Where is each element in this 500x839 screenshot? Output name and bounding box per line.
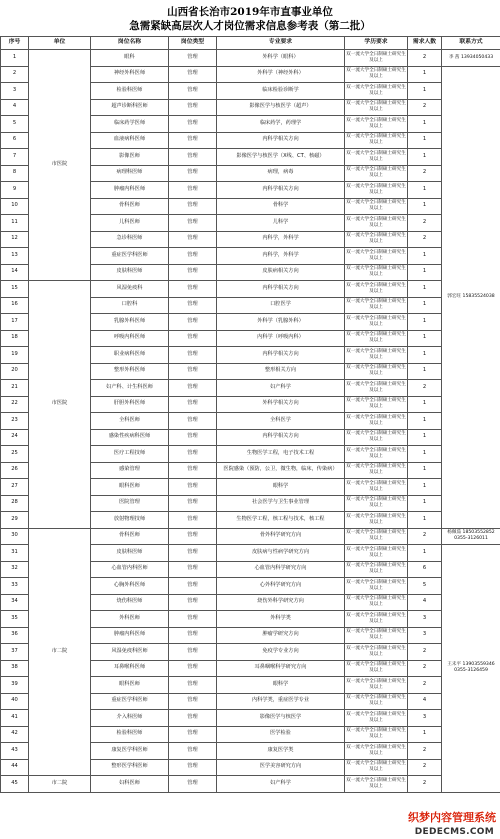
major-requirement: 妇产科学 [217,380,345,397]
header-cell: 岗位类型 [169,37,217,50]
education-requirement: 双一流大学全日制硕士研究生及以上 [345,495,408,512]
post-name: 眼科 [91,50,169,67]
major-requirement: 皮肤病相关方向 [217,264,345,281]
post-name: 感染管理 [91,462,169,479]
major-requirement: 医学检验 [217,726,345,743]
headcount: 2 [408,644,442,661]
row-number: 10 [1,198,29,215]
headcount: 1 [408,297,442,314]
row-number: 18 [1,330,29,347]
post-name: 皮肤科医师 [91,545,169,562]
headcount: 3 [408,611,442,628]
headcount: 1 [408,314,442,331]
row-number: 42 [1,726,29,743]
row-number: 12 [1,231,29,248]
education-requirement: 双一流大学全日制硕士研究生及以上 [345,99,408,116]
headcount: 1 [408,479,442,496]
headcount: 2 [408,776,442,793]
major-requirement: 医院感染（预防，公卫，微生物，临床，传染病） [217,462,345,479]
major-requirement: 烧伤外科学研究方向 [217,594,345,611]
header-cell: 联系方式 [442,37,500,50]
unit-cell: 市医院 [29,281,91,529]
post-name: 皮肤科医师 [91,264,169,281]
requirements-table-container [0,36,500,839]
post-type: 管理 [169,693,217,710]
major-requirement: 骨科学 [217,198,345,215]
education-requirement: 双一流大学全日制硕士研究生及以上 [345,776,408,793]
major-requirement: 影像医学与核医学（超声） [217,99,345,116]
post-name: 感染性疾病科医师 [91,429,169,446]
post-type: 管理 [169,231,217,248]
post-type: 管理 [169,561,217,578]
education-requirement: 双一流大学全日制硕士研究生及以上 [345,231,408,248]
row-number: 38 [1,660,29,677]
post-name: 医院管理 [91,495,169,512]
post-type: 管理 [169,66,217,83]
post-name: 眼科医师 [91,479,169,496]
post-type: 管理 [169,182,217,199]
major-requirement: 内科学类，重症医学专业 [217,693,345,710]
post-name: 康复医学科医师 [91,743,169,760]
post-type: 管理 [169,710,217,727]
post-type: 管理 [169,726,217,743]
header-cell: 岗位名称 [91,37,169,50]
headcount: 2 [408,231,442,248]
major-requirement: 内科学（呼吸内科） [217,330,345,347]
header-cell: 专业要求 [217,37,345,50]
headcount: 1 [408,281,442,298]
education-requirement: 双一流大学全日制硕士研究生及以上 [345,726,408,743]
headcount: 1 [408,429,442,446]
post-name: 呼吸内科医师 [91,330,169,347]
row-number: 2 [1,66,29,83]
post-type: 管理 [169,759,217,776]
education-requirement: 双一流大学全日制硕士研究生及以上 [345,512,408,529]
major-requirement: 内科学相关方向 [217,429,345,446]
post-type: 管理 [169,83,217,100]
table-row [1,281,500,298]
major-requirement: 外科学（神经外科） [217,66,345,83]
post-type: 管理 [169,528,217,545]
row-number: 29 [1,512,29,529]
major-requirement: 生物医学工程，核工程与技术，核工程 [217,512,345,529]
post-type: 管理 [169,215,217,232]
education-requirement: 双一流大学全日制硕士研究生及以上 [345,710,408,727]
major-requirement: 骨外科学研究方向 [217,528,345,545]
education-requirement: 双一流大学全日制硕士研究生及以上 [345,759,408,776]
headcount: 3 [408,627,442,644]
education-requirement: 双一流大学全日制硕士研究生及以上 [345,363,408,380]
post-type: 管理 [169,462,217,479]
row-number: 26 [1,462,29,479]
row-number: 35 [1,611,29,628]
headcount: 2 [408,677,442,694]
education-requirement: 双一流大学全日制硕士研究生及以上 [345,627,408,644]
major-requirement: 眼科学 [217,479,345,496]
row-number: 37 [1,644,29,661]
major-requirement: 儿科学 [217,215,345,232]
education-requirement: 双一流大学全日制硕士研究生及以上 [345,83,408,100]
document-subtitle: 急需紧缺高层次人才岗位需求信息参考表（第二批） [129,20,371,32]
education-requirement: 双一流大学全日制硕士研究生及以上 [345,330,408,347]
post-name: 职业病科医师 [91,347,169,364]
table-body [1,50,500,793]
education-requirement: 双一流大学全日制硕士研究生及以上 [345,743,408,760]
row-number: 41 [1,710,29,727]
row-number: 15 [1,281,29,298]
education-requirement: 双一流大学全日制硕士研究生及以上 [345,215,408,232]
headcount: 6 [408,561,442,578]
headcount: 1 [408,396,442,413]
headcount: 2 [408,380,442,397]
post-name: 血液病科医师 [91,132,169,149]
headcount: 1 [408,132,442,149]
post-type: 管理 [169,677,217,694]
major-requirement: 外科学（乳腺外科） [217,314,345,331]
post-type: 管理 [169,495,217,512]
post-type: 管理 [169,347,217,364]
header-cell: 单位 [29,37,91,50]
post-name: 外科医师 [91,611,169,628]
row-number: 5 [1,116,29,133]
post-type: 管理 [169,380,217,397]
post-name: 风湿免疫科医师 [91,644,169,661]
row-number: 22 [1,396,29,413]
education-requirement: 双一流大学全日制硕士研究生及以上 [345,479,408,496]
education-requirement: 双一流大学全日制硕士研究生及以上 [345,413,408,430]
education-requirement: 双一流大学全日制硕士研究生及以上 [345,182,408,199]
post-name: 妇科医师 [91,776,169,793]
unit-cell: 市二院 [29,776,91,793]
major-requirement: 内科学，外科学 [217,248,345,265]
major-requirement: 临床药学，药理学 [217,116,345,133]
education-requirement: 双一流大学全日制硕士研究生及以上 [345,561,408,578]
row-number: 1 [1,50,29,67]
row-number: 34 [1,594,29,611]
major-requirement: 外科学类 [217,611,345,628]
post-type: 管理 [169,248,217,265]
post-type: 管理 [169,611,217,628]
row-number: 7 [1,149,29,166]
headcount: 1 [408,66,442,83]
row-number: 19 [1,347,29,364]
post-name: 检验科医师 [91,83,169,100]
education-requirement: 双一流大学全日制硕士研究生及以上 [345,248,408,265]
post-name: 口腔科 [91,297,169,314]
post-type: 管理 [169,627,217,644]
post-type: 管理 [169,297,217,314]
header-cell: 学历要求 [345,37,408,50]
row-number: 45 [1,776,29,793]
headcount: 2 [408,99,442,116]
headcount: 2 [408,759,442,776]
requirements-table [0,36,500,793]
education-requirement: 双一流大学全日制硕士研究生及以上 [345,578,408,595]
post-name: 放射物理技师 [91,512,169,529]
post-type: 管理 [169,479,217,496]
headcount: 1 [408,330,442,347]
headcount: 1 [408,347,442,364]
post-name: 骨科医师 [91,528,169,545]
post-type: 管理 [169,413,217,430]
education-requirement: 双一流大学全日制硕士研究生及以上 [345,116,408,133]
major-requirement: 内科学相关方向 [217,182,345,199]
post-name: 耳鼻喉科医师 [91,660,169,677]
row-number: 11 [1,215,29,232]
headcount: 1 [408,413,442,430]
education-requirement: 双一流大学全日制硕士研究生及以上 [345,396,408,413]
education-requirement: 双一流大学全日制硕士研究生及以上 [345,528,408,545]
headcount: 2 [408,660,442,677]
header-cell: 需求人数 [408,37,442,50]
major-requirement: 社会医学与卫生事业管理 [217,495,345,512]
post-type: 管理 [169,545,217,562]
education-requirement: 双一流大学全日制硕士研究生及以上 [345,165,408,182]
education-requirement: 双一流大学全日制硕士研究生及以上 [345,66,408,83]
post-type: 管理 [169,660,217,677]
table-row [1,776,500,793]
post-name: 检验科医师 [91,726,169,743]
contact-info: 李 茜 13934050433 [442,50,500,67]
major-requirement: 外科学相关方向 [217,396,345,413]
post-name: 临床药学医师 [91,116,169,133]
contact-info: 郭宏旺 15835524038 [442,66,500,528]
post-name: 心血管内科医师 [91,561,169,578]
post-name: 整形外科医师 [91,363,169,380]
row-number: 44 [1,759,29,776]
education-requirement: 双一流大学全日制硕士研究生及以上 [345,50,408,67]
post-name: 儿科医师 [91,215,169,232]
post-name: 医疗工程技师 [91,446,169,463]
major-requirement: 医学美容研究方向 [217,759,345,776]
headcount: 1 [408,83,442,100]
education-requirement: 双一流大学全日制硕士研究生及以上 [345,545,408,562]
education-requirement: 双一流大学全日制硕士研究生及以上 [345,644,408,661]
row-number: 31 [1,545,29,562]
education-requirement: 双一流大学全日制硕士研究生及以上 [345,380,408,397]
headcount: 2 [408,528,442,545]
major-requirement: 全科医学 [217,413,345,430]
headcount: 1 [408,264,442,281]
major-requirement: 心血管内科学研究方向 [217,561,345,578]
post-name: 肿瘤内科医师 [91,182,169,199]
major-requirement: 心外科学研究方向 [217,578,345,595]
post-type: 管理 [169,396,217,413]
row-number: 32 [1,561,29,578]
row-number: 16 [1,297,29,314]
row-number: 24 [1,429,29,446]
education-requirement: 双一流大学全日制硕士研究生及以上 [345,198,408,215]
post-type: 管理 [169,165,217,182]
post-type: 管理 [169,50,217,67]
major-requirement: 妇产科学 [217,776,345,793]
post-name: 肿瘤内科医师 [91,627,169,644]
post-type: 管理 [169,446,217,463]
education-requirement: 双一流大学全日制硕士研究生及以上 [345,446,408,463]
post-name: 重症医学科医师 [91,248,169,265]
row-number: 33 [1,578,29,595]
headcount: 4 [408,594,442,611]
major-requirement: 口腔医学 [217,297,345,314]
headcount: 1 [408,363,442,380]
post-type: 管理 [169,594,217,611]
header-cell: 序号 [1,37,29,50]
headcount: 1 [408,726,442,743]
major-requirement: 外科学（眼科） [217,50,345,67]
document-title: 山西省长治市2019年市直事业单位 [167,6,333,18]
post-type: 管理 [169,776,217,793]
row-number: 30 [1,528,29,545]
row-number: 25 [1,446,29,463]
table-row [1,50,500,67]
post-name: 神经外科医师 [91,66,169,83]
row-number: 27 [1,479,29,496]
post-name: 风湿免疫科 [91,281,169,298]
row-number: 20 [1,363,29,380]
post-type: 管理 [169,116,217,133]
major-requirement: 眼科学 [217,677,345,694]
row-number: 13 [1,248,29,265]
post-name: 烧伤科医师 [91,594,169,611]
row-number: 28 [1,495,29,512]
post-name: 肝胆外科医师 [91,396,169,413]
major-requirement: 免疫学专业方向 [217,644,345,661]
headcount: 1 [408,116,442,133]
post-type: 管理 [169,149,217,166]
post-name: 介入科医师 [91,710,169,727]
post-type: 管理 [169,512,217,529]
major-requirement: 内科学相关方向 [217,347,345,364]
unit-cell: 市二院 [29,528,91,776]
headcount: 2 [408,165,442,182]
post-name: 病理科医师 [91,165,169,182]
contact-info: 王未平 13903559346 0355-3126459 [442,545,500,793]
headcount: 1 [408,198,442,215]
table-header-row [1,37,500,50]
major-requirement: 影像医学与核医学（X线、CT、核磁） [217,149,345,166]
major-requirement: 内科学相关方向 [217,132,345,149]
watermark-text: 织梦内容管理系统 [408,811,496,824]
major-requirement: 生物医学工程，电子技术工程 [217,446,345,463]
major-requirement: 内科学相关方向 [217,281,345,298]
headcount: 1 [408,545,442,562]
education-requirement: 双一流大学全日制硕士研究生及以上 [345,594,408,611]
post-name: 骨科医师 [91,198,169,215]
row-number: 40 [1,693,29,710]
post-type: 管理 [169,330,217,347]
education-requirement: 双一流大学全日制硕士研究生及以上 [345,297,408,314]
education-requirement: 双一流大学全日制硕士研究生及以上 [345,264,408,281]
post-type: 管理 [169,99,217,116]
major-requirement: 内科学，外科学 [217,231,345,248]
contact-info: 杨佩茹 18503552852 0355-3126011 [442,528,500,545]
post-name: 影像医师 [91,149,169,166]
post-name: 眼科医师 [91,677,169,694]
education-requirement: 双一流大学全日制硕士研究生及以上 [345,462,408,479]
post-name: 全科医师 [91,413,169,430]
headcount: 1 [408,495,442,512]
major-requirement: 耳鼻咽喉科学研究方向 [217,660,345,677]
post-type: 管理 [169,132,217,149]
row-number: 3 [1,83,29,100]
major-requirement: 影像医学与核医学 [217,710,345,727]
major-requirement: 临床检验诊断学 [217,83,345,100]
major-requirement: 康复医学类 [217,743,345,760]
row-number: 8 [1,165,29,182]
post-name: 乳腺外科医师 [91,314,169,331]
watermark-logo [360,813,500,839]
post-type: 管理 [169,314,217,331]
post-name: 整形医学科医师 [91,759,169,776]
headcount: 4 [408,693,442,710]
major-requirement: 整形相关方向 [217,363,345,380]
row-number: 39 [1,677,29,694]
post-type: 管理 [169,743,217,760]
post-name: 重症医学科医师 [91,693,169,710]
headcount: 3 [408,710,442,727]
education-requirement: 双一流大学全日制硕士研究生及以上 [345,132,408,149]
row-number: 14 [1,264,29,281]
headcount: 2 [408,215,442,232]
headcount: 5 [408,578,442,595]
post-type: 管理 [169,281,217,298]
row-number: 9 [1,182,29,199]
row-number: 21 [1,380,29,397]
row-number: 4 [1,99,29,116]
education-requirement: 双一流大学全日制硕士研究生及以上 [345,693,408,710]
education-requirement: 双一流大学全日制硕士研究生及以上 [345,149,408,166]
education-requirement: 双一流大学全日制硕士研究生及以上 [345,611,408,628]
education-requirement: 双一流大学全日制硕士研究生及以上 [345,314,408,331]
row-number: 6 [1,132,29,149]
major-requirement: 病理，病毒 [217,165,345,182]
row-number: 36 [1,627,29,644]
table-row [1,528,500,545]
row-number: 43 [1,743,29,760]
education-requirement: 双一流大学全日制硕士研究生及以上 [345,347,408,364]
major-requirement: 肿瘤学研究方向 [217,627,345,644]
headcount: 2 [408,50,442,67]
post-type: 管理 [169,198,217,215]
headcount: 1 [408,512,442,529]
headcount: 1 [408,248,442,265]
post-type: 管理 [169,363,217,380]
education-requirement: 双一流大学全日制硕士研究生及以上 [345,677,408,694]
row-number: 23 [1,413,29,430]
post-type: 管理 [169,429,217,446]
post-type: 管理 [169,578,217,595]
unit-cell: 市医院 [29,50,91,281]
headcount: 1 [408,446,442,463]
post-name: 超声诊断科医师 [91,99,169,116]
post-type: 管理 [169,644,217,661]
headcount: 1 [408,149,442,166]
major-requirement: 皮肤病与性病学研究方向 [217,545,345,562]
education-requirement: 双一流大学全日制硕士研究生及以上 [345,660,408,677]
headcount: 2 [408,743,442,760]
post-name: 心胸外科医师 [91,578,169,595]
headcount: 1 [408,182,442,199]
education-requirement: 双一流大学全日制硕士研究生及以上 [345,281,408,298]
post-name: 妇产科、计生科医师 [91,380,169,397]
row-number: 17 [1,314,29,331]
education-requirement: 双一流大学全日制硕士研究生及以上 [345,429,408,446]
post-name: 急诊科医师 [91,231,169,248]
headcount: 1 [408,462,442,479]
post-type: 管理 [169,264,217,281]
watermark-url: DEDECMS.COM [414,827,494,837]
